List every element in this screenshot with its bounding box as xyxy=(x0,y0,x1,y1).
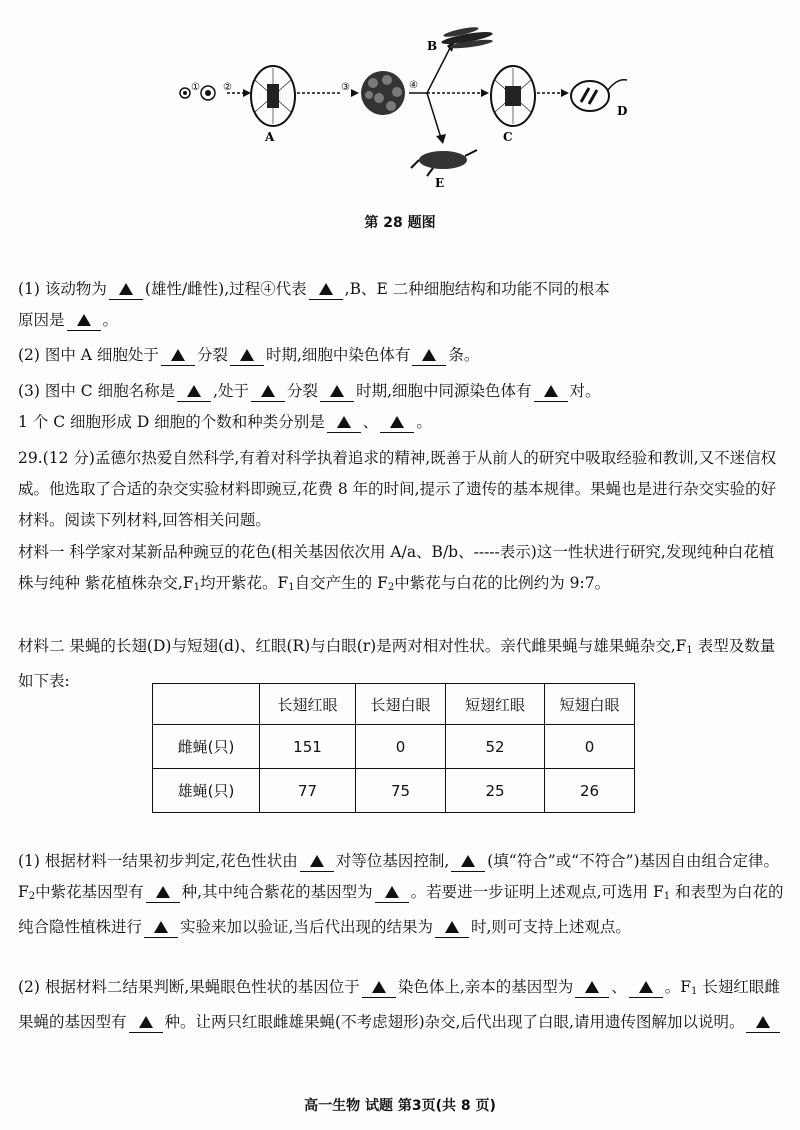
morula-cluster xyxy=(361,71,405,115)
triangle-icon xyxy=(372,981,386,993)
triangle-icon xyxy=(337,416,351,428)
table-cell: 0 xyxy=(356,725,446,769)
answer-blank[interactable] xyxy=(327,412,361,433)
triangle-icon xyxy=(139,1016,153,1028)
table-cell: 0 xyxy=(545,725,635,769)
label-d: D xyxy=(617,104,628,118)
q29-answer-2: (2) 根据材料二结果判断,果蝇眼色性状的基因位于 染色体上,亲本的基因型为 、 。$F_1$ 长翅红眼雌果蝇的基因型有 种。让两只红眼雌雄果蝇(不考虑翅形)杂交,后代出现了白眼,请用遗传图解加以说明。 xyxy=(18,978,780,1031)
triangle-icon xyxy=(330,385,344,397)
triangle-icon xyxy=(390,416,404,428)
triangle-icon xyxy=(156,886,170,898)
label-a: A xyxy=(265,130,275,144)
answer-blank[interactable] xyxy=(435,917,469,938)
page-footer: 高一生物 试题 第3页(共 8 页) xyxy=(304,1098,496,1114)
answer-blank[interactable] xyxy=(129,1012,163,1033)
table-cell: 25 xyxy=(446,769,545,813)
table-cell: 151 xyxy=(260,725,356,769)
step-4-label: ④ xyxy=(409,80,418,91)
answer-blank[interactable] xyxy=(144,917,178,938)
answer-blank[interactable] xyxy=(629,977,663,998)
answer-blank[interactable] xyxy=(146,882,180,903)
triangle-icon xyxy=(585,981,599,993)
fruitfly-f1-table xyxy=(152,683,635,813)
answer-blank[interactable] xyxy=(375,882,409,903)
table-header: 长翅白眼 xyxy=(356,684,446,725)
label-c: C xyxy=(503,130,513,144)
answer-blank[interactable] xyxy=(380,412,414,433)
cell-c xyxy=(491,66,535,126)
answer-blank[interactable] xyxy=(362,977,396,998)
table-cell: 77 xyxy=(260,769,356,813)
q28-part3: (3) 图中 C 细胞名称是 ,处于 分裂 时期,细胞中同源染色体有 对。 1 个 C 细胞形成 D 细胞的个数和种类分别是 、 。 xyxy=(18,382,601,431)
cell-a xyxy=(251,66,295,126)
triangle-icon xyxy=(422,349,436,361)
table-header-row xyxy=(153,684,635,725)
step-1-label: ① xyxy=(191,82,200,93)
q28-part2: (2) 图中 A 细胞处于 分裂 时期,细胞中染色体有 条。 xyxy=(18,346,480,364)
triangle-icon xyxy=(261,385,275,397)
triangle-icon xyxy=(461,855,475,867)
answer-blank[interactable] xyxy=(575,977,609,998)
table-cell: 雌蝇(只) xyxy=(153,725,260,769)
answer-blank[interactable] xyxy=(309,279,343,300)
table-header: 长翅红眼 xyxy=(260,684,356,725)
answer-blank[interactable] xyxy=(230,345,264,366)
table-header: 短翅红眼 xyxy=(446,684,545,725)
table-cell: 雄蝇(只) xyxy=(153,769,260,813)
answer-blank[interactable] xyxy=(451,851,485,872)
cell-division-figure xyxy=(165,20,635,195)
answer-blank[interactable] xyxy=(300,851,334,872)
q29-material-1: 材料一 科学家对某新品种豌豆的花色(相关基因依次用 A/a、B/b、-----表示)这一性状进行研究,发现纯种白花植株与纯种 紫花植株杂交$,F_1$均开紫花。$F_1$自交产生的 $F_2$中紫花与白花的比例约为 9:7。 xyxy=(18,543,775,593)
figure-caption: 第 28 题图 xyxy=(364,215,436,231)
triangle-icon xyxy=(544,385,558,397)
answer-blank[interactable] xyxy=(251,381,285,402)
triangle-icon xyxy=(310,855,324,867)
answer-blank[interactable] xyxy=(746,1012,780,1033)
table-header xyxy=(153,684,260,725)
q29-material-2: 材料二 果蝇的长翅(D)与短翅(d)、红眼(R)与白眼(r)是两对相对性状。亲代雌果蝇与雄果蝇杂交$,F_1$ 表型及数量如下表: xyxy=(18,637,776,690)
triangle-icon xyxy=(154,921,168,933)
answer-blank[interactable] xyxy=(109,279,143,300)
step-3-label: ③ xyxy=(341,82,350,93)
answer-blank[interactable] xyxy=(177,381,211,402)
cell-e-nerve-cells xyxy=(411,150,477,176)
answer-blank[interactable] xyxy=(320,381,354,402)
triangle-icon xyxy=(445,921,459,933)
triangle-icon xyxy=(171,349,185,361)
table-cell: 52 xyxy=(446,725,545,769)
answer-blank[interactable] xyxy=(161,345,195,366)
triangle-icon xyxy=(385,886,399,898)
triangle-icon xyxy=(77,314,91,326)
label-b: B xyxy=(427,39,438,53)
table-cell: 75 xyxy=(356,769,446,813)
triangle-icon xyxy=(119,283,133,295)
triangle-icon xyxy=(756,1016,770,1028)
answer-blank[interactable] xyxy=(412,345,446,366)
table-row xyxy=(153,769,635,813)
step-2-label: ② xyxy=(223,82,232,93)
triangle-icon xyxy=(240,349,254,361)
q28-part1: (1) 该动物为 (雄性/雌性),过程④代表 ,B、E 二种细胞结构和功能不同的根本 原因是 。 xyxy=(18,280,610,329)
q29-answer-1: (1) 根据材料一结果初步判定,花色性状由 对等位基因控制, (填“符合”或“不符合”)基因自由组合定律。$F_2$中紫花基因型有 种,其中纯合紫花的基因型为 。若要进一步证明上述观点,可选用 $F_1$ 和表型为白花的纯合隐性植株进行 实验来加以验证,当后代出现的结果为 时,则可支持上述观点。 xyxy=(18,852,784,936)
table-cell: 26 xyxy=(545,769,635,813)
q29-intro: 29.(12 分)孟德尔热爱自然科学,有着对科学执着追求的精神,既善于从前人的研究中吸取经验和教训,又不迷信权威。他选取了合适的杂交实验材料即豌豆,花费 8 年的时间,提示了遗传的基本规律。果蝇也是进行杂交实验的好材料。阅读下列材料,回答相关问题。 xyxy=(18,449,777,529)
table-header: 短翅白眼 xyxy=(545,684,635,725)
table-row xyxy=(153,725,635,769)
triangle-icon xyxy=(639,981,653,993)
triangle-icon xyxy=(319,283,333,295)
label-e: E xyxy=(435,176,445,190)
triangle-icon xyxy=(187,385,201,397)
answer-blank[interactable] xyxy=(67,310,101,331)
answer-blank[interactable] xyxy=(534,381,568,402)
